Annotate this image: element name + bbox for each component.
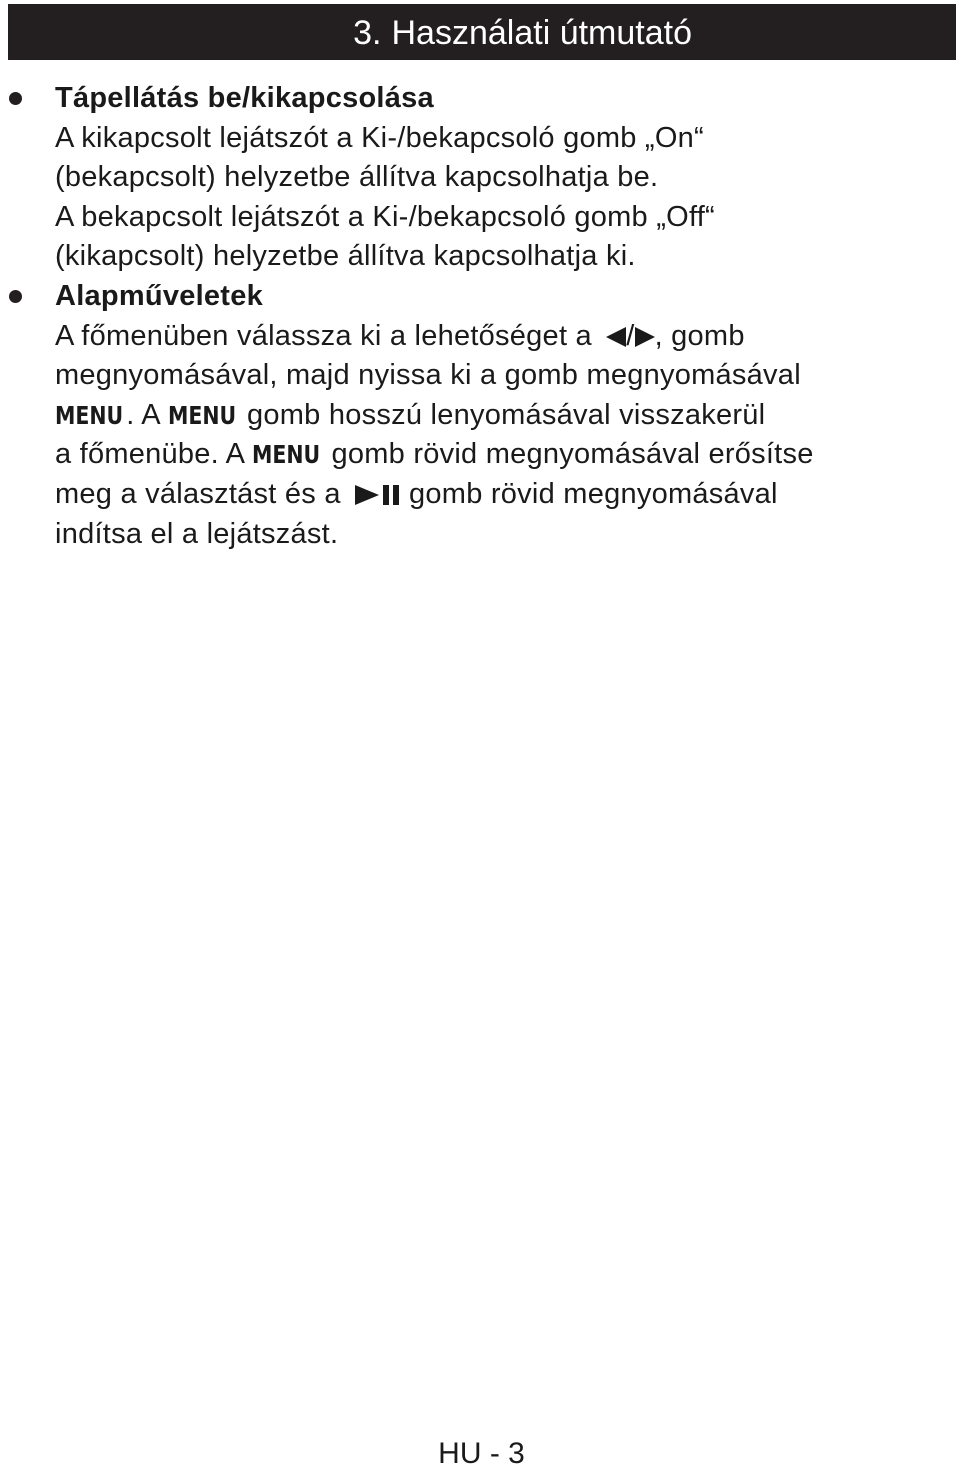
text-fragment: , gomb: [654, 319, 745, 352]
paragraph-line: (kikapcsolt) helyzetbe állítva kapcsolhatja ki.: [55, 240, 636, 273]
page-number: HU - 3: [438, 1437, 525, 1470]
text-fragment: A főmenüben válassza ki a lehetőséget a: [55, 319, 601, 352]
text-fragment: meg a választást és a: [55, 477, 350, 510]
section-heading: Tápellátás be/kikapcsolása: [55, 82, 434, 114]
paragraph-line: [55, 396, 960, 436]
text-fragment: gomb rövid megnyomásával: [409, 477, 778, 510]
content: [0, 79, 960, 554]
bullet-icon: [9, 92, 22, 105]
bullet-icon: [9, 290, 22, 303]
section-title: Használati útmutató: [391, 14, 692, 52]
text-fragment: . A: [126, 398, 168, 431]
paragraph-line: A bekapcsolt lejátszót a Ki-/bekapcsoló gomb „Off“: [55, 200, 715, 233]
section-power: [0, 79, 960, 277]
paragraph-line: [55, 475, 960, 515]
paragraph-line: [55, 317, 960, 357]
section-heading: Alapműveletek: [55, 279, 263, 312]
menu-key-label: MENU: [167, 400, 236, 430]
paragraph-line: A kikapcsolt lejátszót a Ki-/bekapcsoló gomb „On“: [55, 121, 704, 154]
arrow-left-icon: [606, 327, 626, 347]
text-fragment: a főmenübe. A: [55, 438, 252, 471]
paragraph-line: [55, 435, 960, 475]
section-basic-operations: [0, 277, 960, 554]
text-fragment: gomb rövid megnyomásával erősítse: [323, 438, 814, 471]
separator: /: [626, 319, 635, 352]
paragraph-line: megnyomásával, majd nyissa ki a gomb megnyomásával: [55, 359, 801, 392]
arrow-right-icon: [635, 327, 655, 347]
paragraph-line: (bekapcsolt) helyzetbe állítva kapcsolhatja be.: [55, 161, 659, 194]
header-bar: [8, 4, 956, 60]
menu-key-label: MENU: [55, 400, 124, 430]
play-pause-icon: [355, 478, 401, 518]
text-fragment: gomb hosszú lenyomásával visszakerül: [238, 398, 766, 431]
paragraph-line: indítsa el a lejátszást.: [55, 517, 339, 550]
section-number: 3.: [353, 14, 382, 52]
menu-key-label: MENU: [251, 440, 321, 470]
page-title: [353, 13, 692, 53]
